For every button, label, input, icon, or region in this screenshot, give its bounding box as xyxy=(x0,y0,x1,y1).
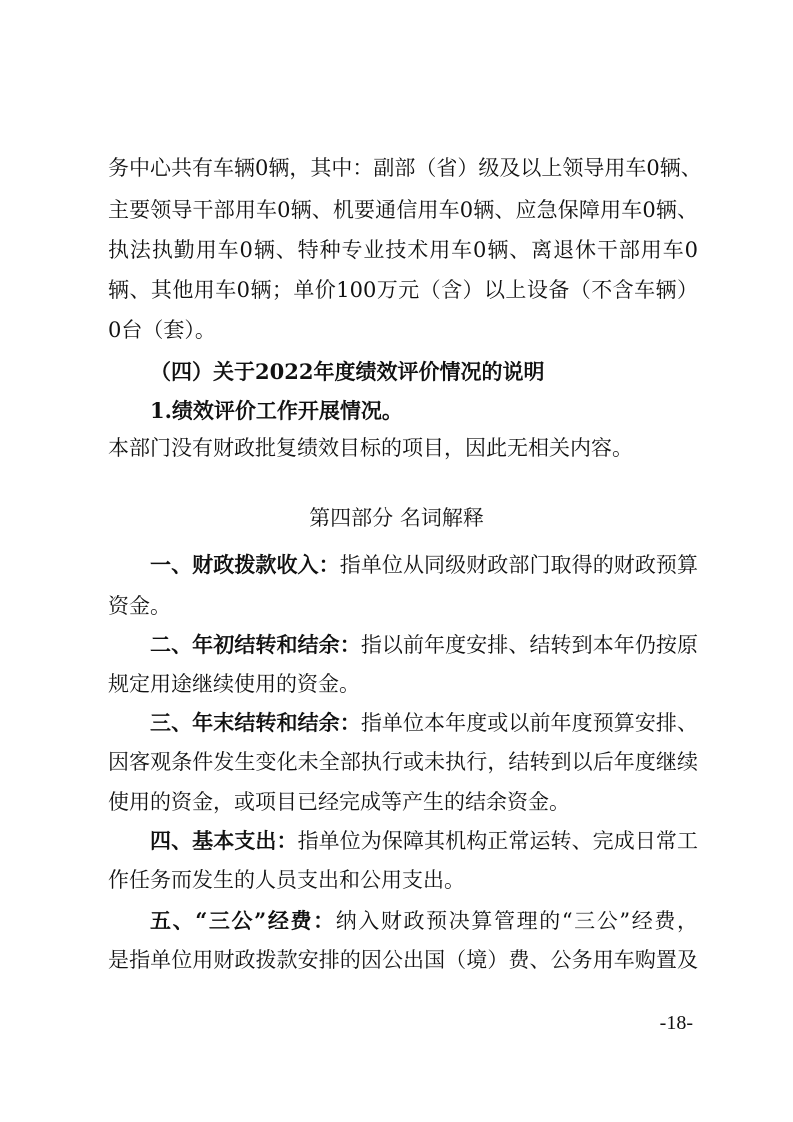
definition-text: 纳入财政预决算管理的“三公”经费， xyxy=(335,909,698,933)
paragraph-line: 主要领导干部用车0辆、机要通信用车0辆、应急保障用车0辆、 xyxy=(108,198,698,222)
definition-line xyxy=(150,554,698,576)
page-number: -18- xyxy=(659,1012,693,1034)
definition-term: 一、财政拨款收入： xyxy=(150,552,340,577)
subsection-heading: 1.绩效评价工作开展情况。 xyxy=(150,398,403,423)
definition-line: 规定用途继续使用的资金。 xyxy=(108,672,360,696)
definition-term: 五、“三公”经费： xyxy=(150,908,336,933)
definition-term: 四、基本支出： xyxy=(150,828,298,853)
definition-text: 指以前年度安排、结转到本年仍按原 xyxy=(360,633,699,657)
definition-text: 指单位为保障其机构正常运转、完成日常工 xyxy=(297,829,699,853)
definition-line: 是指单位用财政拨款安排的因公出国（境）费、公务用车购置及 xyxy=(108,948,698,972)
definition-line xyxy=(150,910,698,932)
page-title: 第四部分 名词解释 xyxy=(309,506,484,530)
definition-line xyxy=(150,712,698,734)
definition-line: 使用的资金，或项目已经完成等产生的结余资金。 xyxy=(108,790,570,814)
definition-term: 三、年末结转和结余： xyxy=(150,710,361,735)
paragraph-line: 辆、其他用车0辆；单价100万元（含）以上设备（不含车辆） xyxy=(108,278,698,302)
definition-text: 指单位本年度或以前年度预算安排、 xyxy=(360,711,699,735)
definition-line: 因客观条件发生变化未全部执行或未执行，结转到以后年度继续 xyxy=(108,750,698,774)
definition-line xyxy=(150,634,698,656)
section-heading: （四）关于2022年度绩效评价情况的说明 xyxy=(150,359,545,384)
definition-line: 作任务而发生的人员支出和公用支出。 xyxy=(108,868,465,892)
paragraph-line: 0台（套）。 xyxy=(108,318,216,342)
paragraph-line: 执法执勤用车0辆、特种专业技术用车0辆、离退休干部用车0 xyxy=(108,238,698,262)
definition-line: 资金。 xyxy=(108,594,171,618)
definition-text: 指单位从同级财政部门取得的财政预算 xyxy=(339,553,699,577)
definition-line xyxy=(150,830,698,852)
definition-term: 二、年初结转和结余： xyxy=(150,632,361,657)
paragraph-line: 务中心共有车辆0辆，其中：副部（省）级及以上领导用车0辆、 xyxy=(108,156,702,180)
paragraph-line: 本部门没有财政批复绩效目标的项目，因此无相关内容。 xyxy=(108,436,633,460)
